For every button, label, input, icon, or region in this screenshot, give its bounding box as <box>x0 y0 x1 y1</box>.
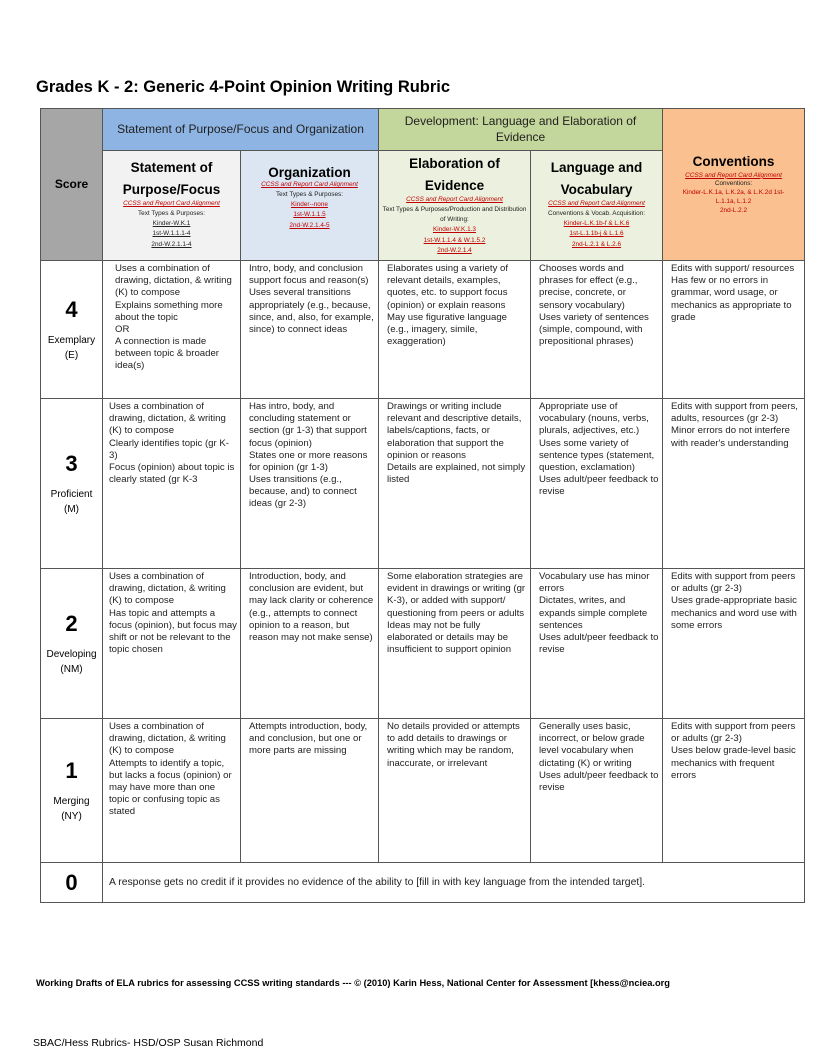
elaboration-standard: 2nd-W.2.1.4 <box>437 246 472 254</box>
score-number: 4 <box>65 297 78 323</box>
criterion-text: Uses below grade-level basic mechanics with frequent errors <box>671 745 796 781</box>
conventions-cell <box>663 569 805 719</box>
score-number: 0 <box>65 869 78 895</box>
purpose-cell <box>103 569 241 719</box>
elaboration-header <box>379 151 531 261</box>
organization-standard: Kinder--none <box>291 201 328 209</box>
criterion-text: Elaborates using a variety of relevant details, examples, quotes, etc. to support focus (opinion) or explain reasons <box>387 263 509 311</box>
vocabulary-cell <box>531 261 663 399</box>
vocabulary-standard: Kinder-L.K.1b-f & L.K.6 <box>563 220 630 228</box>
purpose-title: Statement of Purpose/Focus <box>122 160 221 197</box>
score-cell <box>41 261 103 399</box>
criterion-text: A connection is made between topic & broader idea(s) <box>115 336 219 372</box>
organization-cell <box>241 261 379 399</box>
purpose-cell <box>103 399 241 569</box>
rubric-row-2 <box>41 569 805 719</box>
criterion-text: Edits with support from peers or adults (gr 2-3) <box>671 721 796 745</box>
criterion-text: Uses adult/peer feedback to revise <box>539 769 659 793</box>
criterion-text: Ideas may not be fully elaborated or details may be insufficient to support opinion <box>387 619 512 656</box>
conventions-cell <box>663 261 805 399</box>
criterion-text: Uses a combination of drawing, dictation, & writing (K) to compose <box>109 571 226 607</box>
criterion-text: Details are explained, not simply listed <box>387 461 526 486</box>
score-number: 3 <box>65 451 78 477</box>
page-title: Grades K - 2: Generic 4-Point Opinion Writing Rubric <box>36 78 451 96</box>
criterion-text: (e.g., attempts to connect opinion to a reason, but reason may not make sense) <box>249 607 373 643</box>
criterion-text: Has few or no errors in grammar, word usage, or mechanics as appropriate to grade <box>671 275 792 323</box>
elaboration-cell <box>379 261 531 399</box>
zero-score-description: A response gets no credit if it provides no evidence of the ability to [fill in with key language from the intended target]. <box>103 863 805 903</box>
criterion-text: Uses a combination of drawing, dictation, & writing (K) to compose <box>109 401 226 437</box>
score-level-code: (M) <box>64 504 79 516</box>
criterion-text: Uses grade-appropriate basic mechanics and word use with some errors <box>671 595 797 631</box>
score-level-name: Merging <box>53 796 90 808</box>
criterion-text: Some elaboration strategies are evident in drawings or writing (gr K-3), or added with support/ questioning from peers or adults <box>387 571 526 619</box>
rubric-row-3 <box>41 399 805 569</box>
criterion-text: Has intro, body, and concluding statement or section (gr 1-3) that support focus (opinion) <box>249 401 367 449</box>
conventions-standard: L.1.1a, L.1.2 <box>715 198 752 206</box>
conventions-standard: Kinder-L.K.1a, L.K.2a, & L.K.2d 1st- <box>682 189 785 197</box>
organization-cell <box>241 719 379 863</box>
score-cell <box>41 719 103 863</box>
criterion-text: Clearly identifies topic (gr K-3) <box>109 437 229 461</box>
criterion-text: Intro, body, and conclusion support focus and reason(s) <box>249 263 369 287</box>
criterion-text: Edits with support from peers or adults (gr 2-3) <box>671 571 796 595</box>
criterion-text: Uses transitions (e.g., because, and) to connect ideas (gr 2-3) <box>249 474 357 510</box>
criterion-text: Uses adult/peer feedback to revise <box>539 474 659 498</box>
organization-header <box>241 151 379 261</box>
rubric-table <box>40 108 805 903</box>
conventions-alignment: CCSS and Report Card Alignment <box>685 171 782 179</box>
criterion-text: Attempts to identify a topic, but lacks a focus (opinion) or may have more than one topic or confusing topic as stated <box>109 757 232 818</box>
criterion-text: Vocabulary use has minor errors <box>539 571 650 595</box>
score-level-code: (NY) <box>61 811 82 823</box>
criterion-text: Minor errors do not interfere with reader's understanding <box>671 425 790 449</box>
score-level-name: Developing <box>46 649 97 661</box>
criterion-text: Uses a combination of drawing, dictation, & writing (K) to compose <box>109 721 226 757</box>
criterion-text: Focus (opinion) about topic is clearly stated (gr K-3 <box>109 461 235 486</box>
purpose-group-header: Statement of Purpose/Focus and Organization <box>103 109 379 151</box>
criterion-text: Introduction, body, and conclusion are evident, but may lack clarity or coherence <box>249 571 374 607</box>
criterion-text: No details provided or attempts to add details to drawings or writing which may be random, inaccurate, or irrelevant <box>387 721 520 769</box>
criterion-text: Has topic and attempts a focus (opinion), but focus may shift or not be relevant to the topic chosen <box>109 607 237 656</box>
development-group-header: Development: Language and Elaboration of Evidence <box>379 109 663 151</box>
criterion-text: Edits with support from peers, adults, resources (gr 2-3) <box>671 401 798 425</box>
criterion-text: Explains something more about the topic <box>115 299 223 323</box>
score-cell <box>41 863 103 903</box>
score-level-name: Proficient <box>50 489 93 501</box>
score-column-header: Score <box>41 109 103 261</box>
score-level-code: (E) <box>64 350 79 362</box>
purpose-standard: 1st-W.1.1.1-4 <box>152 230 191 238</box>
purpose-header <box>103 151 241 261</box>
elaboration-standard: 1st-W.1.1.4 & W.1.5.2 <box>423 236 486 244</box>
organization-standard: 1st-W.1.1.5 <box>293 211 326 219</box>
criterion-text: Uses several transitions appropriately (e.g., because, since, and, also, for example, since) to connect ideas <box>249 287 374 335</box>
elaboration-cell <box>379 569 531 719</box>
bottom-credit: SBAC/Hess Rubrics- HSD/OSP Susan Richmond <box>33 1037 264 1049</box>
conventions-title: Conventions <box>692 153 775 169</box>
conventions-cell <box>663 719 805 863</box>
criterion-text: Uses adult/peer feedback to revise <box>539 631 659 656</box>
vocabulary-cell <box>531 569 663 719</box>
purpose-cell <box>103 719 241 863</box>
score-cell <box>41 399 103 569</box>
criterion-text: Attempts introduction, body, and conclusion, but one or more parts are missing <box>249 721 368 757</box>
vocabulary-cell <box>531 399 663 569</box>
purpose-cell <box>103 261 241 399</box>
criterion-text: Dictates, writes, and expands simple complete sentences <box>539 595 648 631</box>
criterion-text: Uses a combination of drawing, dictation, & writing (K) to compose <box>115 263 232 299</box>
score-number: 2 <box>65 611 78 637</box>
criterion-text: Drawings or writing include relevant and descriptive details, labels/captions, facts, or elaboration that support the opinion or reasons <box>387 401 522 461</box>
elaboration-cell <box>379 399 531 569</box>
vocabulary-title: Language and Vocabulary <box>550 160 643 197</box>
rubric-row-0 <box>41 863 805 903</box>
purpose-standard: 2nd-W.2.1.1-4 <box>151 240 192 248</box>
score-number: 1 <box>65 758 78 784</box>
criterion-text: May use figurative language (e.g., imagery, simile, exaggeration) <box>387 311 507 348</box>
criterion-text: Edits with support/ resources <box>671 263 795 274</box>
conventions-header <box>663 109 805 261</box>
vocabulary-alignment: CCSS and Report Card Alignment <box>548 200 645 208</box>
score-level-code: (NM) <box>60 664 83 676</box>
purpose-sub: Text Types & Purposes: <box>137 209 206 217</box>
vocabulary-cell <box>531 719 663 863</box>
criterion-text: States one or more reasons for opinion (gr 1-3) <box>249 449 368 473</box>
vocabulary-standard: 2nd-L.2.1 & L.2.6 <box>571 240 622 248</box>
criterion-text: OR <box>115 323 130 335</box>
organization-title: Organization <box>268 165 351 180</box>
criterion-text: Uses some variety of sentence types (statement, question, exclamation) <box>539 437 655 473</box>
conventions-sub: Conventions: <box>714 180 753 188</box>
purpose-alignment: CCSS and Report Card Alignment <box>123 200 220 208</box>
purpose-standard: Kinder-W.K.1 <box>152 220 191 228</box>
organization-sub: Text Types & Purposes: <box>275 190 344 198</box>
organization-cell <box>241 569 379 719</box>
criterion-text: Appropriate use of vocabulary (nouns, verbs, plurals, adjectives, etc.) <box>539 401 649 437</box>
criterion-text: Uses variety of sentences (simple, compound, with prepositional phrases) <box>539 311 649 348</box>
organization-standard: 2nd-W.2.1.4-5 <box>289 221 330 229</box>
vocabulary-standard: 1st-L.1.1b-j & L.1.6 <box>569 230 624 238</box>
conventions-cell <box>663 399 805 569</box>
criterion-text: Generally uses basic, incorrect, or below grade level vocabulary when dictating (K) or writing <box>539 721 645 769</box>
elaboration-standard: Kinder-W.K.1.3 <box>433 226 476 234</box>
elaboration-alignment: CCSS and Report Card Alignment <box>406 196 503 204</box>
elaboration-sub: Text Types & Purposes/Production and Distribution of Writing: <box>382 205 527 224</box>
vocabulary-sub: Conventions & Vocab. Acquisition: <box>548 209 645 217</box>
rubric-row-4 <box>41 261 805 399</box>
criterion-text: Chooses words and phrases for effect (e.g., precise, concrete, or sensory vocabulary) <box>539 263 638 311</box>
score-cell <box>41 569 103 719</box>
organization-cell <box>241 399 379 569</box>
elaboration-cell <box>379 719 531 863</box>
copyright-note: Working Drafts of ELA rubrics for assessing CCSS writing standards --- © (2010) Karin Hess, National Center for Assessment [khess@nciea.org <box>36 978 670 988</box>
vocabulary-header <box>531 151 663 261</box>
elaboration-title: Elaboration of Evidence <box>409 156 500 193</box>
organization-alignment: CCSS and Report Card Alignment <box>261 181 358 189</box>
score-level-name: Exemplary <box>47 335 96 347</box>
rubric-row-1 <box>41 719 805 863</box>
conventions-standard: 2nd-L.2.2 <box>720 207 748 215</box>
